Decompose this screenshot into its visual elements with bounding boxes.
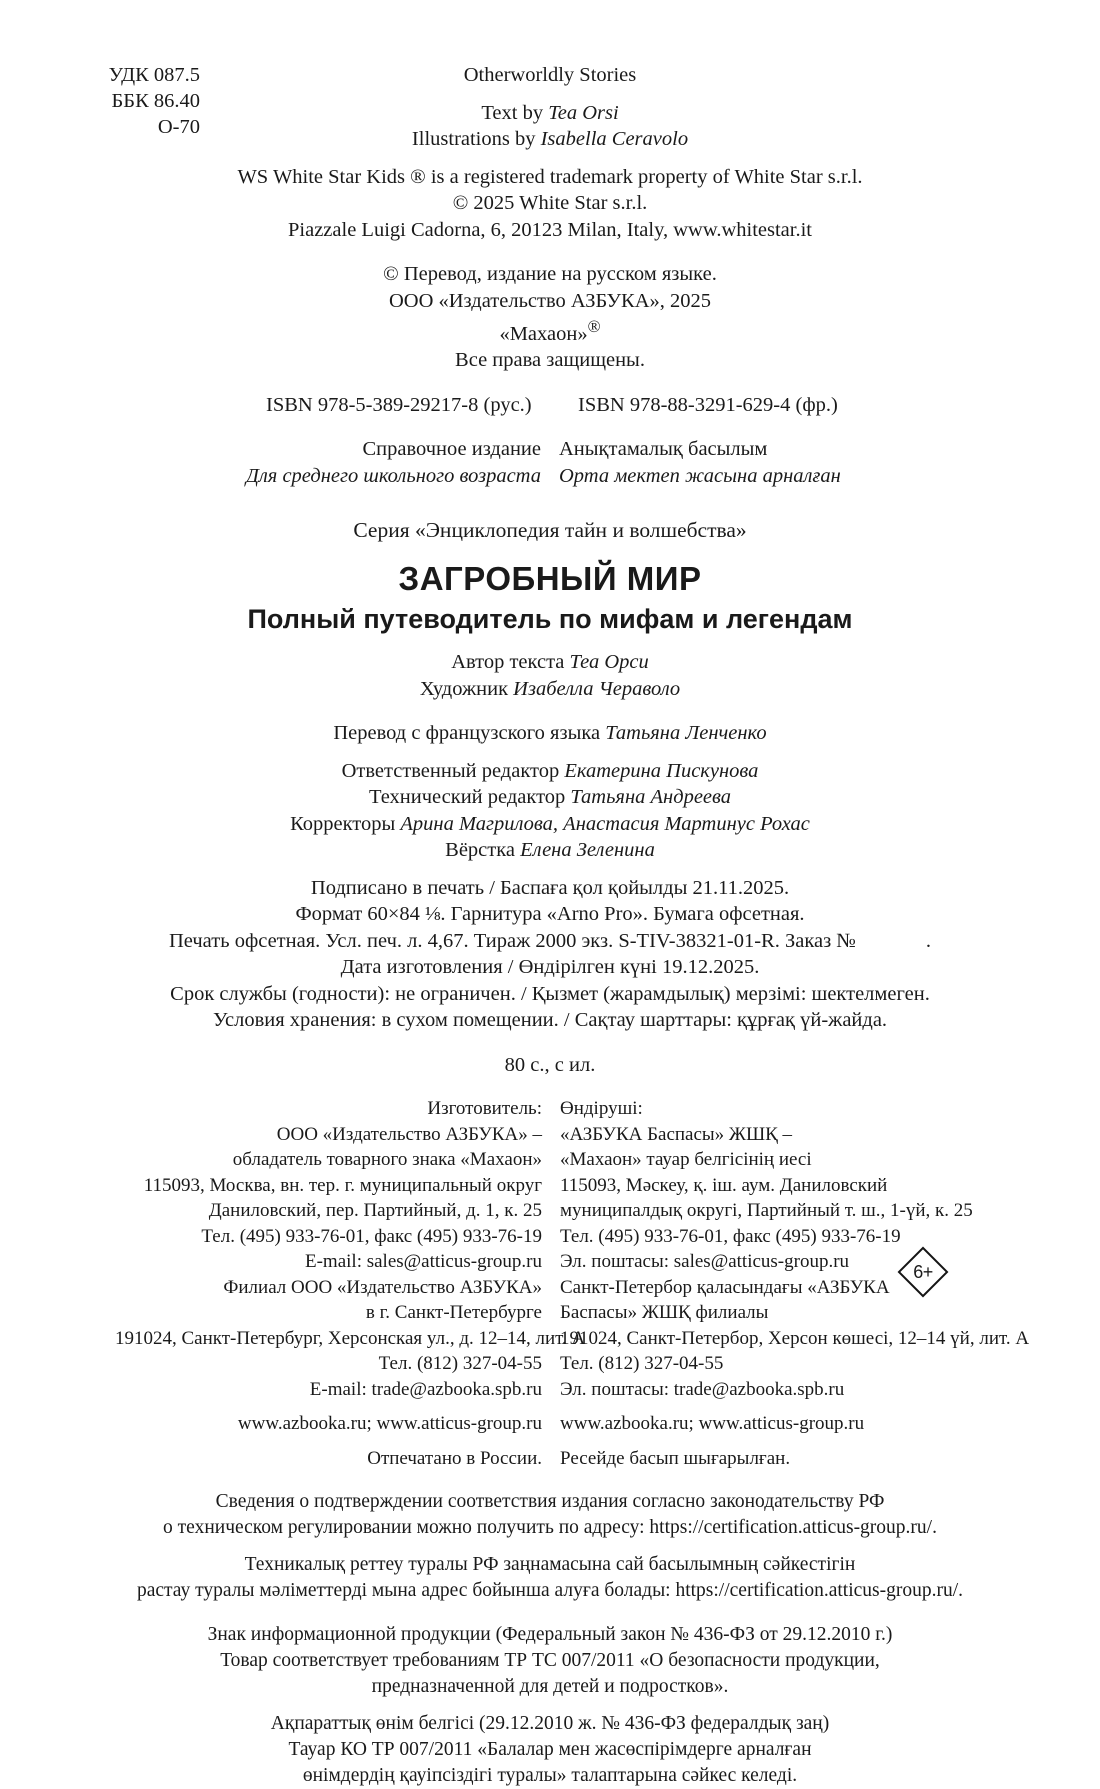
branch-name-kk: Санкт-Петербор қаласындағы «АЗБУКА: [560, 1276, 890, 1298]
udc-code: УДК 087.5: [108, 64, 200, 86]
technical-editor-line: [0, 784, 1100, 811]
conformity-block: [0, 1622, 1100, 1789]
service-life: Срок службы (годности): не ограничен. / Қызмет (жарамдылық) мерзімі: шектелмеген.: [170, 982, 930, 1005]
print-run: [0, 928, 1100, 955]
manufacturer-address1-kk: 115093, Мәскеу, қ. іш. аум. Даниловский: [560, 1174, 888, 1196]
age-rating-badge: [897, 1246, 949, 1298]
russian-publisher: ООО «Издательство АЗБУКА», 2025: [388, 289, 712, 312]
branch-name-ru: Филиал ООО «Издательство АЗБУКА»: [223, 1276, 542, 1298]
branch-right-column: [550, 1275, 1030, 1472]
manufacturer-phone-kk: Тел. (495) 933-76-01, факс (495) 933-76-19: [560, 1225, 901, 1247]
original-edition-block: [0, 62, 1100, 243]
technical-editor-name: Татьяна Андреева: [570, 786, 732, 809]
manufacturer-name-ru: ООО «Издательство АЗБУКА» –: [276, 1123, 542, 1145]
conformity-ru-line3: предназначенной для детей и подростков».: [371, 1676, 729, 1698]
branch-address-ru: 191024, Санкт-Петербург, Херсонская ул., д. 12–14, лит. А: [115, 1327, 586, 1349]
manufacturer-label-kk: Өндіруші:: [560, 1098, 643, 1120]
conformity-ru-line1: Знак информационной продукции (Федеральный закон № 436-ФЗ от 29.12.2010 г.): [207, 1624, 893, 1646]
branch-phone-ru: Тел. (812) 327-04-55: [378, 1353, 542, 1375]
manufacturer-trademark-ru: обладатель товарного знака «Махаон»: [232, 1149, 542, 1171]
bbk-code: ББК 86.40: [111, 90, 200, 112]
manufacturer-address2-kk: муниципалдық округі, Партийный т. ш., 1-үй, к. 25: [560, 1200, 973, 1222]
branch-websites-kk[interactable]: www.azbooka.ru; www.atticus-group.ru: [560, 1413, 865, 1435]
print-run-text: Печать офсетная. Усл. печ. л. 4,67. Тираж 2000 экз. S-TIV-38321-01-R. Заказ №: [168, 929, 856, 952]
branch-email-ru: E-mail: trade@azbooka.spb.ru: [309, 1378, 542, 1400]
branch-city-ru: в г. Санкт-Петербурге: [365, 1302, 542, 1324]
manufacturer-left-column: [115, 1096, 550, 1275]
branch-phone-kk: Тел. (812) 327-04-55: [560, 1353, 724, 1375]
certification-kk-line1: Техникалық реттеу туралы РФ заңнамасына сай басылымның сәйкестігін: [244, 1554, 856, 1576]
age-rating-label: 6+: [913, 1262, 933, 1282]
author-label: Автор текста: [451, 651, 570, 674]
isbn-ru: ISBN 978-5-389-29217-8 (рус.): [266, 393, 532, 416]
text-by-name: Tea Orsi: [548, 101, 619, 124]
shelf-code: О-70: [157, 116, 200, 138]
imprint-label: «Махаон»: [499, 322, 588, 345]
print-format: Формат 60×84 ⅛. Гарнитура «Arno Pro». Бумага офсетная.: [295, 903, 805, 926]
manufacturer-label-ru: Изготовитель:: [427, 1098, 542, 1120]
manufacture-date: Дата изготовления / Өндірілген күні 19.12.2025.: [340, 956, 760, 979]
manufacturer-name-kk: «АЗБУКА Баспасы» ЖШҚ –: [560, 1123, 793, 1145]
original-text-by: [0, 100, 1100, 127]
certification-ru-line1: Сведения о подтверждении соответствия издания согласно законодательству РФ: [215, 1491, 885, 1513]
technical-editor-label: Технический редактор: [368, 786, 571, 809]
branch-address-kk: 191024, Санкт-Петербор, Херсон көшесі, 12–14 үй, лит. А: [560, 1327, 1030, 1349]
layout-name: Елена Зеленина: [520, 839, 655, 862]
signed-to-print: Подписано в печать / Баспаға қол қойылды 21.11.2025.: [310, 876, 790, 899]
manufacturer-address1-ru: 115093, Москва, вн. тер. г. муниципальный округ: [143, 1174, 542, 1196]
proofreaders-line: [0, 811, 1100, 838]
translator-name: Татьяна Ленченко: [605, 722, 767, 745]
illustrations-by-name: Isabella Ceravolo: [540, 128, 689, 150]
main-content-column: [0, 62, 1100, 1789]
book-subtitle: Полный путеводитель по мифам и легендам: [247, 604, 853, 635]
text-by-label: Text by: [481, 101, 549, 124]
original-address: Piazzale Luigi Cadorna, 6, 20123 Milan, Italy, www.whitestar.it: [288, 218, 812, 241]
certification-ru-line2: о техническом регулировании можно получить по адресу: https://certification.atticus-group.ru/.: [163, 1517, 937, 1539]
page-title: ЗАГРОБНЫЙ МИР: [398, 560, 702, 598]
edition-type-ru: Справочное издание: [362, 438, 541, 461]
credits-block: [0, 720, 1100, 864]
certification-block: [0, 1489, 1100, 1604]
translator-label: Перевод с французского языка: [333, 722, 606, 745]
certification-kk-line2: растау туралы мәліметтерді мына адрес бойынша алуға болады: https://certification.atticus-group.ru/.: [136, 1580, 964, 1602]
original-illustrations-by: [0, 126, 1100, 153]
branch-websites-ru[interactable]: www.azbooka.ru; www.atticus-group.ru: [237, 1413, 542, 1435]
imprint-name: [0, 314, 1100, 347]
print-info-block: [0, 875, 1100, 1034]
edition-type-block: [0, 436, 1100, 489]
storage-conditions: Условия хранения: в сухом помещении. / Сақтау шарттары: құрғақ үй-жайда.: [212, 1009, 888, 1032]
age-group-kk: Орта мектеп жасына арналған: [559, 464, 841, 487]
original-copyright: © 2025 White Star s.r.l.: [452, 192, 648, 214]
branch-block: [0, 1275, 1100, 1472]
original-title: Otherworldly Stories: [463, 64, 637, 86]
edition-type-kk: Анықтамалық басылым: [559, 438, 768, 461]
illustrator-name: Изабелла Чераволо: [513, 677, 681, 700]
series-name: Серия «Энциклопедия тайн и волшебства»: [353, 518, 747, 543]
translator-line: [0, 720, 1100, 747]
conformity-kk-line2: Тауар КО ТР 007/2011 «Балалар мен жасөспірімдерге арналған: [288, 1739, 812, 1761]
manufacturer-email-ru: E-mail: sales@atticus-group.ru: [305, 1251, 542, 1273]
order-number-dot: .: [925, 929, 931, 952]
proofreaders-names: Арина Магрилова, Анастасия Мартинус Рохас: [400, 812, 810, 835]
printed-in-kk: Ресейде басып шығарылған.: [560, 1447, 791, 1469]
rights-reserved: Все права защищены.: [455, 349, 645, 372]
branch-left-column: [115, 1275, 586, 1472]
manufacturer-address2-ru: Даниловский, пер. Партийный, д. 1, к. 25: [208, 1200, 542, 1222]
manufacturer-trademark-kk: «Махаон» тауар белгісінің иесі: [560, 1149, 812, 1171]
branch-city-kk: Баспасы» ЖШҚ филиалы: [560, 1302, 769, 1324]
russian-edition-block: [0, 261, 1100, 374]
page-count: 80 с., с ил.: [504, 1053, 596, 1076]
layout-label: Вёрстка: [445, 839, 521, 862]
managing-editor-line: [0, 758, 1100, 785]
managing-editor-name: Екатерина Пискунова: [564, 759, 759, 782]
author-line: [0, 649, 1100, 676]
title-block: [0, 515, 1100, 702]
illustrator-label: Художник: [419, 677, 514, 700]
illustrations-by-label: Illustrations by: [411, 128, 541, 150]
registered-mark: ®: [587, 317, 601, 336]
layout-line: [0, 837, 1100, 864]
age-group-ru: Для среднего школьного возраста: [245, 464, 541, 487]
translation-copyright: © Перевод, издание на русском языке.: [383, 263, 717, 285]
branch-email-kk: Эл. поштасы: trade@azbooka.spb.ru: [560, 1378, 845, 1400]
trademark-notice: WS White Star Kids ® is a registered trademark property of White Star s.r.l.: [237, 165, 863, 188]
isbn-fr: ISBN 978-88-3291-629-4 (фр.): [578, 393, 838, 416]
conformity-ru-line2: Товар соответствует требованиям ТР ТС 007/2011 «О безопасности продукции,: [220, 1650, 880, 1672]
illustrator-line: [0, 676, 1100, 703]
managing-editor-label: Ответственный редактор: [341, 759, 565, 782]
conformity-kk-line1: Ақпараттық өнім белгісі (29.12.2010 ж. № 436-ФЗ федералдық заң): [270, 1713, 830, 1735]
conformity-kk-line3: өнімдердің қауіпсіздігі туралы» талаптарына сәйкес келеді.: [302, 1765, 798, 1787]
author-name: Теа Орси: [569, 651, 649, 674]
isbn-row: [0, 392, 1100, 419]
printed-in-ru: Отпечатано в России.: [367, 1447, 542, 1469]
manufacturer-email-kk: Эл. поштасы: sales@atticus-group.ru: [560, 1251, 850, 1273]
proofreaders-label: Корректоры: [290, 812, 401, 835]
manufacturer-phone-ru: Тел. (495) 933-76-01, факс (495) 933-76-19: [201, 1225, 542, 1247]
